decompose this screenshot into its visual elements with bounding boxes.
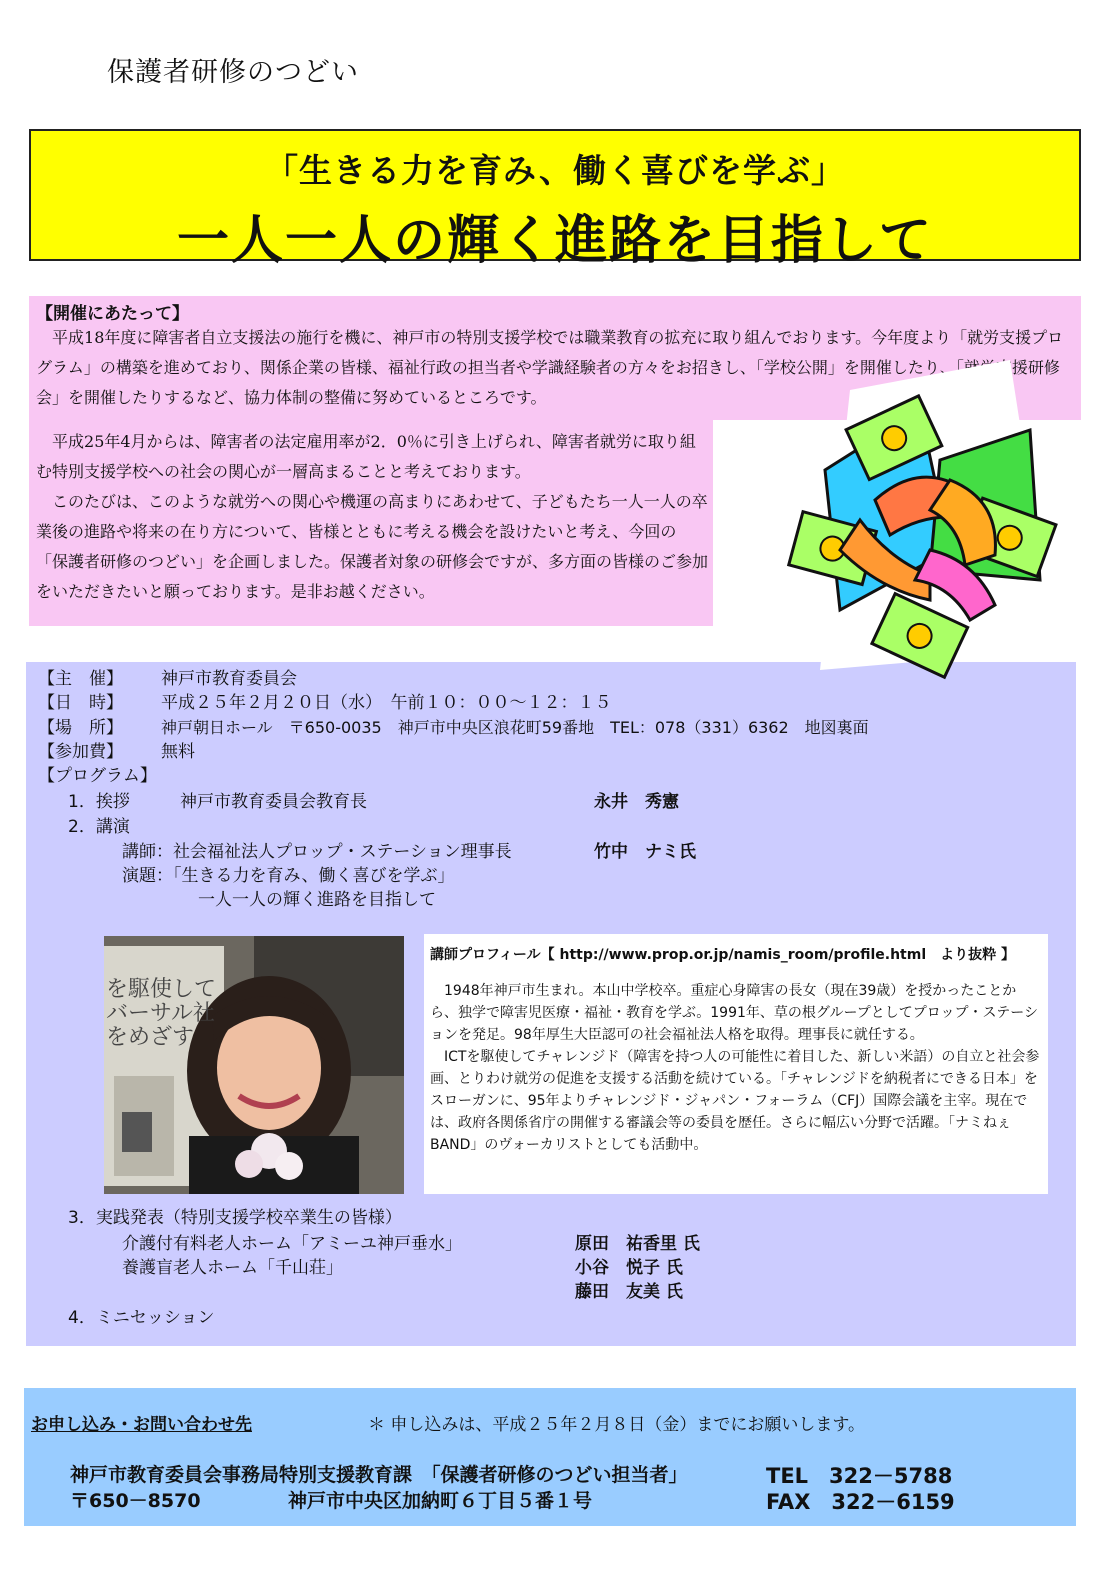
lecturer-name: 竹中 ナミ氏: [594, 842, 696, 862]
date-label: 【日 時】: [38, 693, 123, 713]
program-item-3-name-2: 小谷 悦子 氏: [575, 1258, 683, 1278]
program-item-1-role: 神戸市教育委員会教育長: [180, 792, 367, 812]
theme-line: 演題：「生きる力を育み、働く喜びを学ぶ」: [122, 866, 455, 886]
date-value: 平成２５年２月２０日（水） 午前１０：００～１２：１５: [161, 693, 612, 713]
title-box: [29, 129, 1081, 271]
profile-paragraph-1: 1948年神戸市生まれ。本山中学校卒。重症心身障害の長女（現在39歳）を授かったことから、独学で障害児医療・福祉・教育を学ぶ。1991年、草の根グループとしてプロップ・ステーションを発足。98年厚生大臣認可の社会福祉法人格を取得。理事長に就任する。: [430, 983, 1038, 1043]
program-item-4-label: 4．ミニセッション: [68, 1308, 215, 1328]
profile-paragraph-2: ICTを駆使してチャレンジド（障害を持つ人の可能性に着目した、新しい米語）の自立と社会参画、とりわけ就労の促進を支援する活動を続けている。「チャレンジドを納税者にできる日本」をスローガンに、95年よりチャレンジド・ジャパン・フォーラム（CFJ）国際会議を主宰。現在では、政府各関係省庁の開催する審議会等の委員を歴任。さらに幅広い分野で活躍。「ナミねぇBAND」のヴォーカリストとしても活動中。: [430, 1049, 1040, 1153]
place-value: 神戸朝日ホール 〒650-0035 神戸市中央区浪花町59番地 TEL：078（331）6362 地図裏面: [161, 718, 869, 737]
program-item-1-name: 永井 秀憲: [594, 792, 679, 812]
fee-value: 無料: [161, 742, 195, 762]
fee-label: 【参加費】: [38, 742, 123, 762]
joined-hands-money-icon: [780, 350, 1060, 680]
intro-paragraph-3: このたびは、このような就労への関心や機運の高まりにあわせて、子どもたち一人一人の卒業後の進路や将来の在り方について、皆様とともに考える機会を設けたいと考え、今回の「保護者研修のつどい」を企画しました。保護者対象の研修会ですが、多方面の皆様のご参加をいただきたいと願っております。是非お越ください。: [36, 492, 709, 601]
contact-postal: 〒650－8570: [70, 1490, 201, 1512]
contact-org: 神戸市教育委員会事務局特別支援教育課 「保護者研修のつどい担当者」: [70, 1464, 688, 1486]
theme-line-2: 一人一人の輝く進路を目指して: [198, 890, 436, 910]
program-item-1-label: 1．挨拶: [68, 792, 130, 812]
program-item-2-label: 2．講演: [68, 817, 130, 837]
intro-paragraph-1: 平成18年度に障害者自立支援法の施行を機に、神戸市の特別支援学校では職業教育の拡充に取り組んでおります。今年度より「就労支援プログラム」の構築を進めており、関係企業の皆様、福祉行政の担当者や学識経験者の方々をお招きし、「学校公開」を開催したり、「就労支援研修会」を開催したりするなど、協力体制の整備に努めているところです。: [36, 328, 1064, 407]
program-item-3-name-1: 原田 祐香里 氏: [575, 1234, 700, 1254]
contact-tel: TEL 322－5788: [766, 1464, 953, 1488]
program-item-3-name-3: 藤田 友美 氏: [575, 1282, 683, 1302]
header-label: 保護者研修のつどい: [107, 57, 359, 88]
contact-deadline: ＊ 申し込みは、平成２５年２月８日（金）までにお願いします。: [368, 1415, 866, 1435]
program-item-3-place-1: 介護付有料老人ホーム「アミーユ神戸垂水」: [122, 1234, 462, 1254]
photo-bg-text-1: を駆使して: [106, 977, 217, 1002]
program-item-3-place-2: 養護盲老人ホーム「千山荘」: [122, 1258, 343, 1278]
program-label: 【プログラム】: [38, 766, 157, 786]
place-label: 【場 所】: [38, 718, 123, 738]
title-subtitle: 「生きる力を育み、働く喜びを学ぶ」: [265, 151, 845, 190]
photo-bg-text-2: バーサル社: [106, 1001, 215, 1026]
contact-fax: FAX 322－6159: [766, 1490, 955, 1514]
intro-paragraph-2: 平成25年4月からは、障害者の法定雇用率が2．0％に引き上げられ、障害者就労に取り組む特別支援学校への社会の関心が一層高まることと考えております。: [36, 432, 696, 481]
profile-title: 講師プロフィール【 http://www.prop.or.jp/namis_room/profile.html より抜粋 】: [430, 947, 1015, 963]
intro-heading: 【開催にあたって】: [36, 304, 189, 324]
lecturer-line: 講師：社会福祉法人プロップ・ステーション理事長: [122, 842, 512, 862]
contact-address: 神戸市中央区加納町６丁目５番１号: [288, 1490, 593, 1512]
host-label: 【主 催】: [38, 669, 123, 689]
host-value: 神戸市教育委員会: [161, 669, 297, 689]
photo-bg-text-3: をめざす: [106, 1025, 195, 1050]
contact-heading: お申し込み・お問い合わせ先: [31, 1415, 252, 1435]
lecturer-profile: [424, 934, 1048, 1194]
program-item-3-label: 3．実践発表（特別支援学校卒業生の皆様）: [68, 1208, 402, 1228]
lecturer-photo: [104, 936, 404, 1194]
title-main: 一人一人の輝く進路を目指して: [176, 211, 933, 271]
